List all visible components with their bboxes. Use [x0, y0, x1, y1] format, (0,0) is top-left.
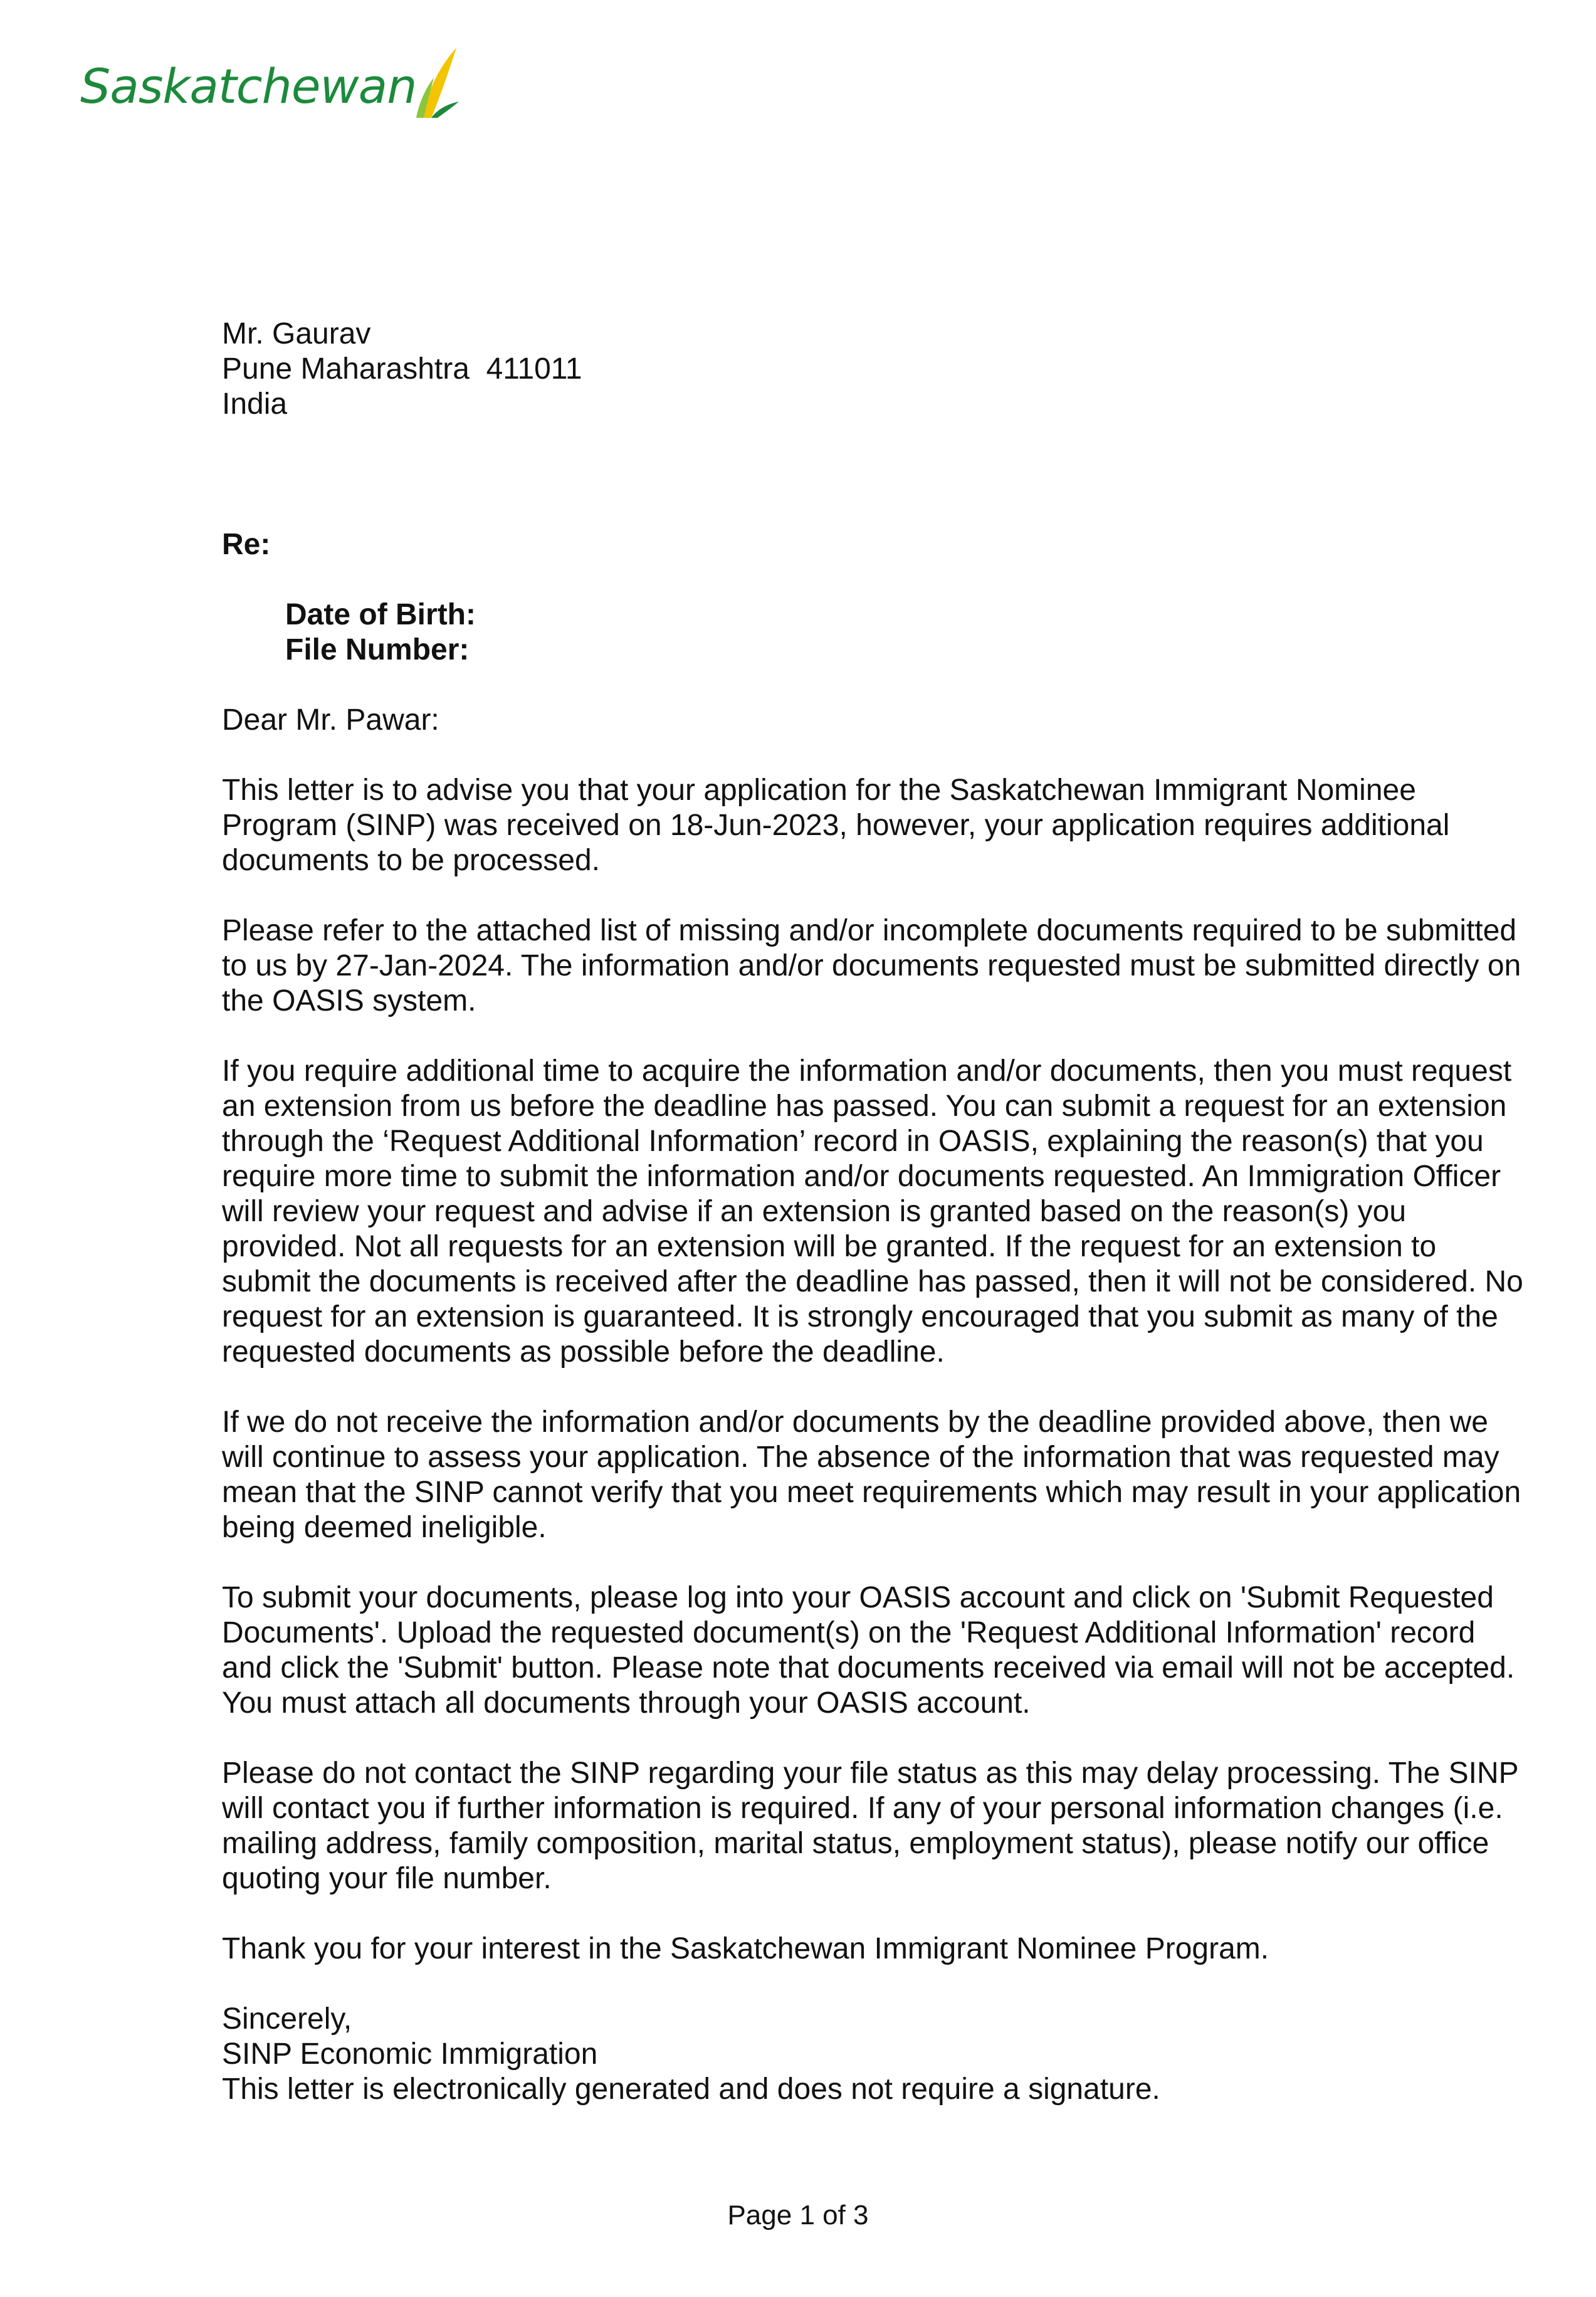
- wheat-leaf-icon: [412, 44, 463, 119]
- closing-signatory: SINP Economic Immigration: [222, 2037, 598, 2071]
- recipient-name: Mr. Gaurav: [222, 317, 371, 350]
- date-of-birth-label: Date of Birth:: [285, 598, 476, 631]
- salutation: Dear Mr. Pawar:: [222, 703, 439, 737]
- paragraph-contact-policy: Please do not contact the SINP regarding your file status as this may delay processing. The SINP will contact you if further information is required. If any of your personal information changes (i.e. mailing address, family composition, marital status, employment status), please notify our office quoting your file number.: [222, 1757, 1518, 1895]
- closing-note: This letter is electronically generated and does not require a signature.: [222, 2073, 1160, 2106]
- paragraph-deadline: Please refer to the attached list of missing and/or incomplete documents required to be submitted to us by 27-Jan-2024. The information and/or documents requested must be submitted directly on the OASIS system.: [222, 914, 1521, 1017]
- closing-block: [222, 2002, 1526, 2107]
- paragraph-thank-you: Thank you for your interest in the Saskatchewan Immigrant Nominee Program.: [222, 1932, 1269, 1965]
- logo-wordmark: Saskatchewan: [80, 58, 417, 114]
- recipient-address: [222, 317, 1526, 422]
- paragraph-extension: If you require additional time to acquire the information and/or documents, then you must request an extension from us before the deadline has passed. You can submit a request for an extension through the ‘Request Additional Information’ record in OASIS, explaining the reason(s) that you require more time to submit the information and/or documents requested. An Immigration Officer will review your request and advise if an extension is granted based on the reason(s) you provided. Not all requests for an extension will be granted. If the request for an extension to submit the documents is received after the deadline has passed, then it will not be considered. No request for an extension is guaranteed. It is strongly encouraged that you submit as many of the requested documents as possible before the deadline.: [222, 1054, 1523, 1369]
- paragraph-submission-instructions: To submit your documents, please log into your OASIS account and click on 'Submit Requested Documents'. Upload the requested document(s) on the 'Request Additional Information' record and click the 'Submit' button. Please note that documents received via email will not be accepted. You must attach all documents through your OASIS account.: [222, 1581, 1515, 1720]
- letter-body: [222, 317, 1526, 2107]
- recipient-country: India: [222, 387, 288, 421]
- page-number: Page 1 of 3: [727, 2200, 869, 2231]
- re-label: Re:: [222, 528, 271, 561]
- paragraph-receipt-notice: This letter is to advise you that your application for the Saskatchewan Immigrant Nominee Program (SINP) was received on 18-Jun-2023, however, your application requires additional documents to be processed.: [222, 774, 1450, 877]
- closing-sincerely: Sincerely,: [222, 2002, 352, 2036]
- paragraph-consequence: If we do not receive the information and/or documents by the deadline provided above, then we will continue to assess your application. The absence of the information that was requested may mean that the SINP cannot verify that you meet requirements which may result in your application being deemed ineligible.: [222, 1406, 1521, 1544]
- file-number-label: File Number:: [285, 633, 470, 666]
- saskatchewan-logo: [80, 44, 463, 119]
- recipient-city-line: Pune Maharashtra 411011: [222, 352, 582, 386]
- re-fields: [222, 597, 1526, 668]
